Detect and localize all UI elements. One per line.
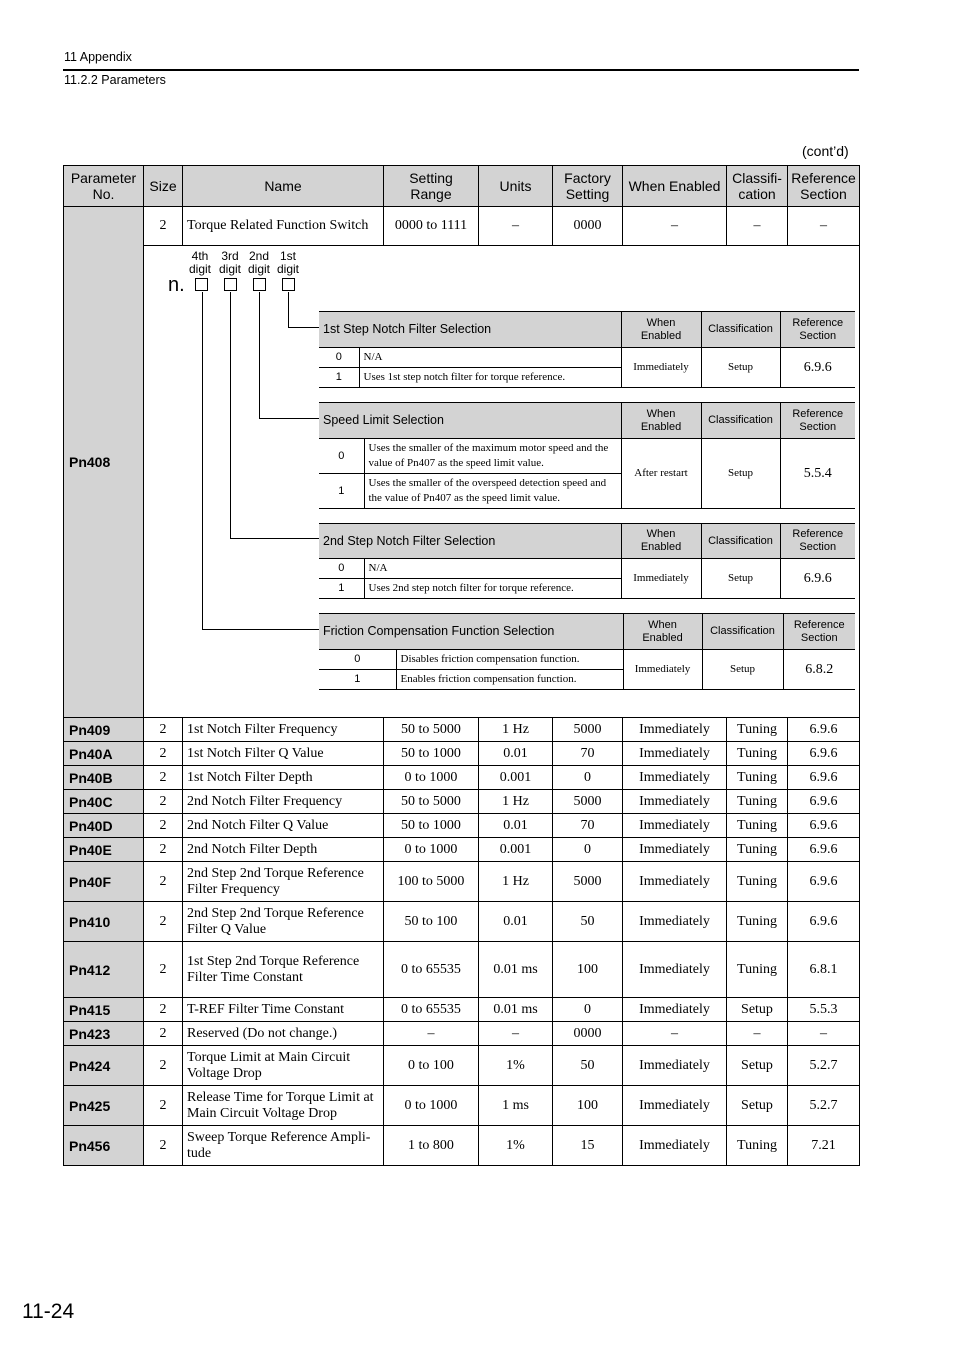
param-number: Pn423	[64, 1022, 144, 1046]
col-header: Factory Setting	[553, 166, 623, 207]
range-cell: 0 to 100	[384, 1046, 479, 1086]
setting-value: 1	[319, 368, 359, 388]
ref-cell: 7.21	[788, 1126, 860, 1166]
enabled-cell: –	[623, 207, 727, 246]
name-cell: 1st Step 2nd Torque Reference Filter Time Constant	[183, 942, 384, 998]
size-cell: 2	[144, 1126, 183, 1166]
name-cell: Release Time for Torque Limit at Main Circuit Voltage Drop	[183, 1086, 384, 1126]
ref-cell: 6.9.6	[788, 902, 860, 942]
param-number: Pn410	[64, 902, 144, 942]
subtable-row	[319, 650, 855, 670]
enabled-cell: Immediately	[623, 838, 727, 862]
when-enabled: Immediately	[621, 348, 701, 388]
factory-cell: 50	[553, 902, 623, 942]
factory-cell: 70	[553, 814, 623, 838]
size-cell: 2	[144, 1086, 183, 1126]
subtable-title: 1st Step Notch Filter Selection	[319, 312, 621, 348]
param-number: Pn40F	[64, 862, 144, 902]
range-cell: 50 to 100	[384, 902, 479, 942]
name-cell: 2nd Notch Filter Depth	[183, 838, 384, 862]
setting-desc: Uses 2nd step notch filter for torque reference.	[364, 579, 621, 599]
class-cell: Tuning	[727, 838, 788, 862]
factory-cell: 0	[553, 998, 623, 1022]
setting-desc: Uses the smaller of the maximum motor speed and the value of Pn407 as the speed limit value.	[364, 439, 621, 474]
table-row	[64, 1022, 860, 1046]
size-cell: 2	[144, 207, 183, 246]
factory-cell: 5000	[553, 862, 623, 902]
when-enabled: Immediately	[621, 559, 701, 599]
ref-cell: 5.2.7	[788, 1086, 860, 1126]
class-cell: Tuning	[727, 814, 788, 838]
col-header: Size	[144, 166, 183, 207]
connector-4th-h	[202, 629, 319, 630]
param-number: Pn40C	[64, 790, 144, 814]
reference: 6.9.6	[780, 559, 855, 599]
header-rule	[63, 69, 859, 71]
factory-cell: 70	[553, 742, 623, 766]
subtable-title: Friction Compensation Function Selection	[319, 614, 623, 650]
table-row	[64, 718, 860, 742]
class-cell: Setup	[727, 1046, 788, 1086]
connector-1st-h	[288, 327, 319, 328]
enabled-cell: Immediately	[623, 742, 727, 766]
sub-header-class: Classification	[702, 614, 783, 650]
col-header: Name	[183, 166, 384, 207]
chapter-header: 11 Appendix	[64, 50, 132, 64]
units-cell: 0.01	[479, 742, 553, 766]
setting-value: 1	[319, 670, 396, 690]
units-cell: 0.001	[479, 766, 553, 790]
class-cell: Tuning	[727, 862, 788, 902]
enabled-cell: Immediately	[623, 942, 727, 998]
col-header: Reference Section	[788, 166, 860, 207]
subtable-3rd-digit	[319, 523, 855, 599]
col-header: Parameter No.	[64, 166, 144, 207]
size-cell: 2	[144, 1022, 183, 1046]
setting-value: 0	[319, 439, 364, 474]
range-cell: 50 to 1000	[384, 814, 479, 838]
sub-header-when: When Enabled	[621, 524, 701, 559]
units-cell: 0.01	[479, 902, 553, 942]
subtable-header	[319, 614, 855, 650]
subtable-2nd-digit	[319, 402, 855, 509]
when-enabled: Immediately	[623, 650, 702, 690]
subtable-1st-digit	[319, 311, 855, 388]
factory-cell: 5000	[553, 718, 623, 742]
class-cell: Tuning	[727, 902, 788, 942]
reference: 6.8.2	[783, 650, 855, 690]
ref-cell: 5.5.3	[788, 998, 860, 1022]
table-row	[64, 766, 860, 790]
ref-cell: –	[788, 207, 860, 246]
sub-header-class: Classification	[701, 524, 780, 559]
col-header: Units	[479, 166, 553, 207]
units-cell: 1 Hz	[479, 862, 553, 902]
sub-header-ref: Reference Section	[780, 312, 855, 348]
class-cell: Tuning	[727, 742, 788, 766]
factory-cell: 0	[553, 766, 623, 790]
digit-box-1st	[282, 278, 295, 291]
connector-3rd	[230, 292, 231, 539]
class-cell: Tuning	[727, 942, 788, 998]
digit-label-1st: 1st digit	[276, 249, 299, 276]
sub-header-ref: Reference Section	[780, 524, 855, 559]
size-cell: 2	[144, 718, 183, 742]
classification: Setup	[701, 559, 780, 599]
col-header: Classifi- cation	[727, 166, 788, 207]
range-cell: 50 to 1000	[384, 742, 479, 766]
setting-value: 1	[319, 579, 364, 599]
sub-header-when: When Enabled	[621, 403, 701, 439]
sub-header-ref: Reference Section	[780, 403, 855, 439]
classification: Setup	[702, 650, 783, 690]
digit-box-2nd	[253, 278, 266, 291]
class-cell: –	[727, 207, 788, 246]
enabled-cell: Immediately	[623, 1086, 727, 1126]
table-row	[64, 1126, 860, 1166]
reference: 5.5.4	[780, 439, 855, 509]
ref-cell: 6.9.6	[788, 838, 860, 862]
table-row	[64, 742, 860, 766]
enabled-cell: Immediately	[623, 766, 727, 790]
name-cell: Torque Limit at Main Circuit Voltage Drop	[183, 1046, 384, 1086]
param-number: Pn425	[64, 1086, 144, 1126]
enabled-cell: Immediately	[623, 814, 727, 838]
size-cell: 2	[144, 1046, 183, 1086]
sub-header-when: When Enabled	[623, 614, 702, 650]
col-header: Setting Range	[384, 166, 479, 207]
subtable-header	[319, 312, 855, 348]
size-cell: 2	[144, 814, 183, 838]
range-cell: 50 to 5000	[384, 790, 479, 814]
size-cell: 2	[144, 942, 183, 998]
size-cell: 2	[144, 838, 183, 862]
class-cell: Tuning	[727, 790, 788, 814]
name-cell: T-REF Filter Time Constant	[183, 998, 384, 1022]
range-cell: 0 to 1000	[384, 838, 479, 862]
factory-cell: 0000	[553, 1022, 623, 1046]
size-cell: 2	[144, 862, 183, 902]
name-cell: 2nd Notch Filter Frequency	[183, 790, 384, 814]
table-row	[64, 207, 860, 246]
param-number: Pn40A	[64, 742, 144, 766]
range-cell: 0 to 1000	[384, 766, 479, 790]
size-cell: 2	[144, 790, 183, 814]
range-cell: 0000 to 1111	[384, 207, 479, 246]
units-cell: 0.01 ms	[479, 998, 553, 1022]
sub-header-when: When Enabled	[621, 312, 701, 348]
units-cell: 1 Hz	[479, 790, 553, 814]
page-number: 11-24	[22, 1300, 75, 1323]
units-cell: 1 Hz	[479, 718, 553, 742]
class-cell: Tuning	[727, 766, 788, 790]
param-number: Pn415	[64, 998, 144, 1022]
sub-header-class: Classification	[701, 312, 780, 348]
name-cell: 1st Notch Filter Q Value	[183, 742, 384, 766]
subtable-title: Speed Limit Selection	[319, 403, 621, 439]
class-cell: –	[727, 1022, 788, 1046]
units-cell: 1%	[479, 1126, 553, 1166]
size-cell: 2	[144, 998, 183, 1022]
size-cell: 2	[144, 902, 183, 942]
ref-cell: 6.9.6	[788, 862, 860, 902]
units-cell: 0.01	[479, 814, 553, 838]
param-number: Pn412	[64, 942, 144, 998]
enabled-cell: –	[623, 1022, 727, 1046]
units-cell: 0.01 ms	[479, 942, 553, 998]
digit-label-3rd: 3rd digit	[218, 249, 241, 276]
connector-1st	[288, 292, 289, 328]
ref-cell: 6.9.6	[788, 766, 860, 790]
table-row	[64, 1046, 860, 1086]
param-number: Pn424	[64, 1046, 144, 1086]
enabled-cell: Immediately	[623, 718, 727, 742]
section-header: 11.2.2 Parameters	[64, 73, 166, 87]
table-row	[64, 942, 860, 998]
setting-desc: Uses 1st step notch filter for torque reference.	[359, 368, 621, 388]
classification: Setup	[701, 348, 780, 388]
units-cell: 1%	[479, 1046, 553, 1086]
units-cell: –	[479, 207, 553, 246]
when-enabled: After restart	[621, 439, 701, 509]
class-cell: Setup	[727, 998, 788, 1022]
range-cell: 0 to 65535	[384, 998, 479, 1022]
setting-desc: N/A	[359, 348, 621, 368]
connector-2nd-h	[259, 418, 319, 419]
name-cell: Reserved (Do not change.)	[183, 1022, 384, 1046]
table-row	[64, 862, 860, 902]
class-cell: Tuning	[727, 1126, 788, 1166]
enabled-cell: Immediately	[623, 1046, 727, 1086]
table-header-row	[64, 166, 860, 207]
subtable-header	[319, 403, 855, 439]
digit-label-4th: 4th digit	[188, 249, 211, 276]
setting-value: 1	[319, 474, 364, 509]
factory-cell: 5000	[553, 790, 623, 814]
digit-box-4th	[195, 278, 208, 291]
digit-box-3rd	[224, 278, 237, 291]
enabled-cell: Immediately	[623, 902, 727, 942]
size-cell: 2	[144, 766, 183, 790]
table-row	[64, 814, 860, 838]
range-cell: 0 to 65535	[384, 942, 479, 998]
range-cell: 100 to 5000	[384, 862, 479, 902]
setting-desc: N/A	[364, 559, 621, 579]
factory-cell: 50	[553, 1046, 623, 1086]
continued-label: (cont’d)	[802, 143, 849, 159]
setting-value: 0	[319, 559, 364, 579]
subtable-row	[319, 559, 855, 579]
units-cell: 1 ms	[479, 1086, 553, 1126]
setting-value: 0	[319, 348, 359, 368]
enabled-cell: Immediately	[623, 862, 727, 902]
setting-desc: Uses the smaller of the overspeed detection speed and the value of Pn407 as the speed limit value.	[364, 474, 621, 509]
factory-cell: 0	[553, 838, 623, 862]
reference: 6.9.6	[780, 348, 855, 388]
connector-3rd-h	[230, 538, 319, 539]
table-row	[64, 1086, 860, 1126]
ref-cell: 6.9.6	[788, 718, 860, 742]
enabled-cell: Immediately	[623, 790, 727, 814]
prefix-n: n.	[168, 274, 185, 296]
digit-label-2nd: 2nd digit	[247, 249, 270, 276]
subtable-row	[319, 439, 855, 474]
ref-cell: 6.9.6	[788, 742, 860, 766]
param-number: Pn408	[64, 207, 144, 718]
sub-header-ref: Reference Section	[783, 614, 855, 650]
setting-value: 0	[319, 650, 396, 670]
table-row	[64, 998, 860, 1022]
name-cell: 2nd Step 2nd Torque Reference Filter Frequency	[183, 862, 384, 902]
name-cell: 1st Notch Filter Depth	[183, 766, 384, 790]
units-cell: 0.001	[479, 838, 553, 862]
name-cell: Sweep Torque Reference Ampli- tude	[183, 1126, 384, 1166]
factory-cell: 0000	[553, 207, 623, 246]
class-cell: Setup	[727, 1086, 788, 1126]
sub-header-class: Classification	[701, 403, 780, 439]
subtable-title: 2nd Step Notch Filter Selection	[319, 524, 621, 559]
connector-4th	[202, 292, 203, 630]
enabled-cell: Immediately	[623, 1126, 727, 1166]
param-number: Pn456	[64, 1126, 144, 1166]
range-cell: –	[384, 1022, 479, 1046]
range-cell: 50 to 5000	[384, 718, 479, 742]
size-cell: 2	[144, 742, 183, 766]
table-row	[64, 838, 860, 862]
name-cell: 1st Notch Filter Frequency	[183, 718, 384, 742]
enabled-cell: Immediately	[623, 998, 727, 1022]
name-cell: Torque Related Function Switch	[183, 207, 384, 246]
name-cell: 2nd Notch Filter Q Value	[183, 814, 384, 838]
param-number: Pn40D	[64, 814, 144, 838]
ref-cell: 6.9.6	[788, 814, 860, 838]
table-row	[64, 902, 860, 942]
ref-cell: 6.8.1	[788, 942, 860, 998]
name-cell: 2nd Step 2nd Torque Reference Filter Q Value	[183, 902, 384, 942]
param-number: Pn40B	[64, 766, 144, 790]
range-cell: 0 to 1000	[384, 1086, 479, 1126]
setting-desc: Enables friction compensation function.	[396, 670, 623, 690]
class-cell: Tuning	[727, 718, 788, 742]
subtable-header	[319, 524, 855, 559]
table-row	[64, 790, 860, 814]
col-header: When Enabled	[623, 166, 727, 207]
ref-cell: 5.2.7	[788, 1046, 860, 1086]
ref-cell: 6.9.6	[788, 790, 860, 814]
factory-cell: 15	[553, 1126, 623, 1166]
connector-2nd	[259, 292, 260, 419]
factory-cell: 100	[553, 1086, 623, 1126]
range-cell: 1 to 800	[384, 1126, 479, 1166]
setting-desc: Disables friction compensation function.	[396, 650, 623, 670]
factory-cell: 100	[553, 942, 623, 998]
param-number: Pn40E	[64, 838, 144, 862]
param-number: Pn409	[64, 718, 144, 742]
units-cell: –	[479, 1022, 553, 1046]
ref-cell: –	[788, 1022, 860, 1046]
subtable-4th-digit	[319, 613, 855, 690]
subtable-row	[319, 348, 855, 368]
classification: Setup	[701, 439, 780, 509]
